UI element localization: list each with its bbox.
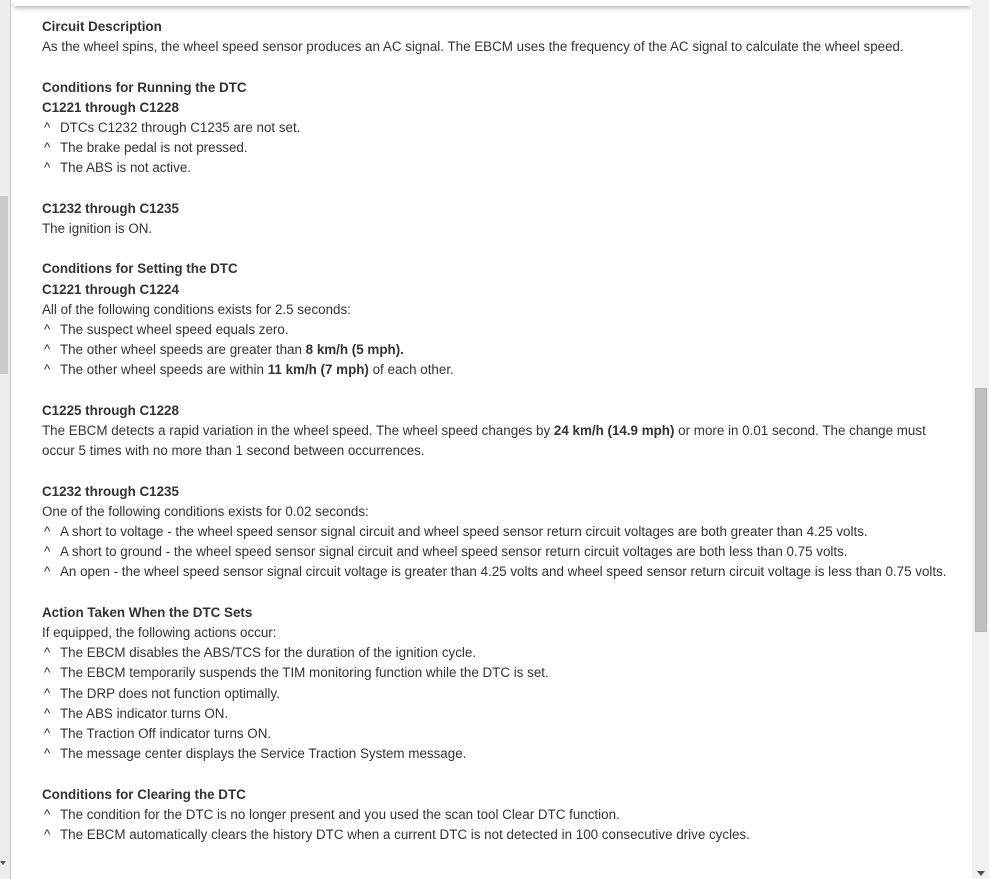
list-item: ^ DTCs C1232 through C1235 are not set. (42, 118, 962, 138)
scroll-down-arrow-icon[interactable] (0, 861, 6, 865)
list-item: ^ The Traction Off indicator turns ON. (42, 724, 962, 744)
list-item: ^ A short to ground - the wheel speed sensor signal circuit and wheel speed sensor return circuit voltages are both less than 0.75 volts. (42, 542, 962, 562)
caret-icon: ^ (44, 726, 51, 742)
caret-icon: ^ (44, 685, 51, 701)
paragraph: As the wheel spins, the wheel speed sensor produces an AC signal. The EBCM uses the frequency of the AC signal to calculate the wheel speed. (42, 39, 904, 55)
caret-icon: ^ (44, 544, 51, 560)
caret-icon: ^ (44, 140, 51, 156)
list-item: ^ The EBCM temporarily suspends the TIM monitoring function while the DTC is set. (42, 663, 962, 683)
paragraph: One of the following conditions exists for 0.02 seconds: (42, 503, 369, 519)
left-scrollbar-thumb[interactable] (0, 196, 8, 374)
paragraph: The ignition is ON. (42, 221, 153, 236)
left-panel-scrollbar[interactable] (0, 0, 11, 879)
caret-icon: ^ (44, 705, 51, 721)
caret-icon: ^ (44, 645, 51, 661)
caret-icon: ^ (44, 564, 51, 580)
list-item: ^ The ABS indicator turns ON. (42, 704, 962, 724)
bold-value: 11 km/h (7 mph) (267, 362, 369, 378)
list-item: ^ A short to voltage - the wheel speed sensor signal circuit and wheel speed sensor return circuit voltages are both greater than 4.25 volts. (42, 522, 962, 542)
section-heading-conditions-clearing: Conditions for Clearing the DTC (42, 786, 246, 802)
list-item: ^ An open - the wheel speed sensor signal circuit voltage is greater than 4.25 volts and wheel speed sensor return circuit voltage is less than 0.75 volts. (42, 562, 962, 582)
scroll-down-arrow-icon[interactable] (977, 871, 985, 876)
caret-icon: ^ (44, 746, 51, 762)
header-panel-edge (14, 0, 971, 6)
paragraph: All of the following conditions exists for 2.5 seconds: (42, 301, 351, 317)
caret-icon: ^ (44, 827, 51, 843)
subheading-dtc-range: C1232 through C1235 (42, 200, 179, 216)
bold-value: 24 km/h (14.9 mph) (553, 423, 675, 438)
list-item: ^ The message center displays the Service Traction System message. (42, 744, 962, 764)
subheading-dtc-range: C1225 through C1228 (42, 402, 179, 418)
paragraph: If equipped, the following actions occur: (42, 625, 277, 640)
caret-icon: ^ (44, 322, 51, 337)
caret-icon: ^ (44, 120, 51, 135)
section-heading-conditions-setting: Conditions for Setting the DTC (42, 261, 238, 277)
list-item: ^ The other wheel speeds are within 11 km/h (7 mph) of each other. (42, 360, 962, 380)
caret-icon: ^ (44, 524, 51, 539)
list-item: ^ The EBCM disables the ABS/TCS for the duration of the ignition cycle. (42, 643, 962, 663)
list-item: ^ The suspect wheel speed equals zero. (42, 320, 962, 340)
caret-icon: ^ (44, 665, 51, 681)
subheading-dtc-range: C1232 through C1235 (42, 483, 179, 499)
caret-icon: ^ (44, 806, 51, 822)
subheading-dtc-range: C1221 through C1228 (42, 99, 179, 115)
section-heading-conditions-running: Conditions for Running the DTC (42, 79, 247, 95)
paragraph: The EBCM detects a rapid variation in the wheel speed. The wheel speed changes by 24 km/h (14.9 mph) or more in 0.01 second. The change must occur 5 times with no more than 1 second between occurrences. (42, 423, 926, 459)
document-body (42, 17, 962, 845)
section-heading-circuit-description: Circuit Description (42, 19, 162, 34)
caret-icon: ^ (44, 362, 51, 378)
list-item: ^ The DRP does not function optimally. (42, 684, 962, 704)
subheading-dtc-range: C1221 through C1224 (42, 281, 179, 297)
list-item: ^ The other wheel speeds are greater than 8 km/h (5 mph). (42, 340, 962, 360)
caret-icon: ^ (44, 160, 51, 176)
caret-icon: ^ (44, 342, 51, 358)
list-item: ^ The condition for the DTC is no longer present and you used the scan tool Clear DTC function. (42, 805, 962, 825)
list-item: ^ The brake pedal is not pressed. (42, 138, 962, 158)
section-heading-action-taken: Action Taken When the DTC Sets (42, 604, 253, 620)
vertical-scrollbar[interactable] (972, 0, 989, 879)
list-item: ^ The ABS is not active. (42, 158, 962, 178)
bold-value: 8 km/h (5 mph). (305, 342, 404, 358)
scrollbar-thumb[interactable] (975, 388, 987, 632)
list-item: ^ The EBCM automatically clears the history DTC when a current DTC is not detected in 100 consecutive drive cycles. (42, 825, 962, 845)
